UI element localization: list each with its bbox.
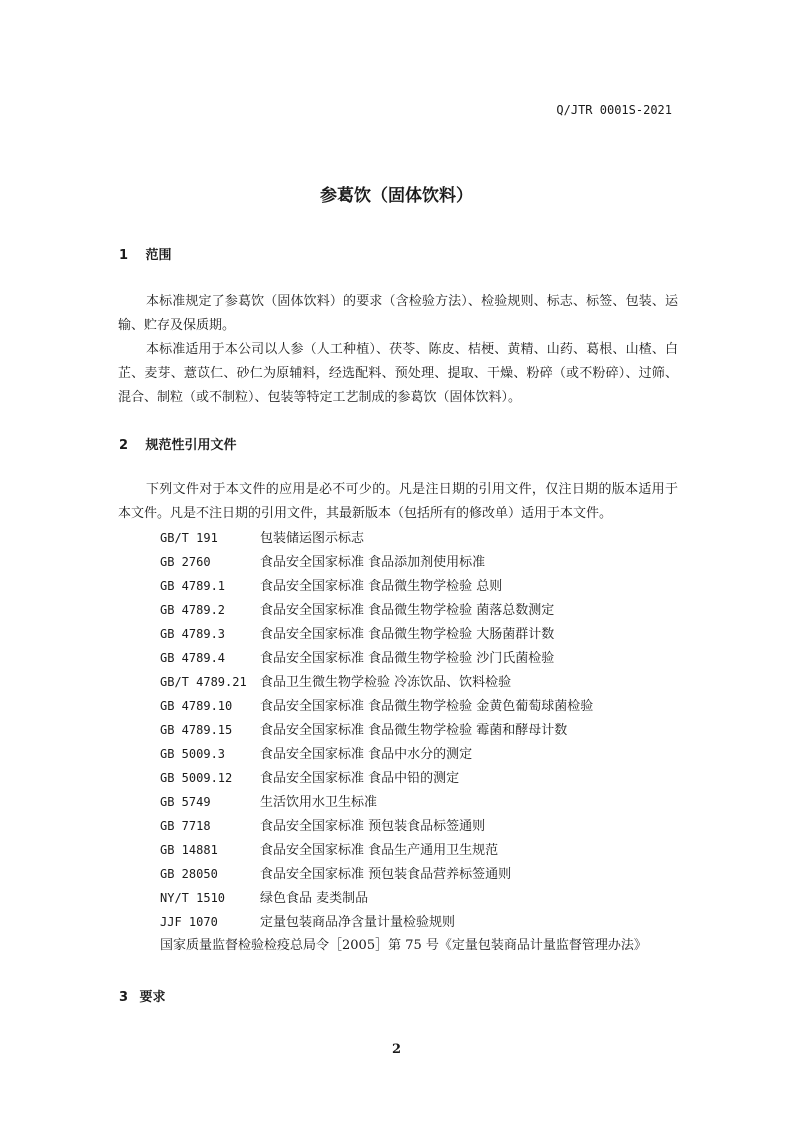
reference-item (160, 886, 593, 910)
reference-title: 食品安全国家标准 预包装食品标签通则 (260, 819, 486, 834)
reference-item (160, 646, 593, 670)
reference-item (160, 814, 593, 838)
reference-item (160, 790, 593, 814)
reference-code: GB 28050 (160, 867, 218, 881)
section-number: 2 (119, 438, 129, 453)
reference-title: 食品安全国家标准 食品微生物学检验 菌落总数测定 (260, 603, 555, 618)
reference-title: 定量包装商品净含量计量检验规则 (260, 915, 456, 930)
reference-code: GB/T 191 (160, 531, 218, 545)
reference-title: 食品安全国家标准 食品微生物学检验 沙门氏菌检验 (260, 651, 555, 666)
section-number: 3 (119, 990, 129, 1005)
reference-code: GB 4789.2 (160, 603, 226, 617)
reference-item (160, 742, 593, 766)
section-3-heading (119, 986, 166, 1005)
reference-item (160, 694, 593, 718)
reference-code: GB 4789.4 (160, 651, 226, 665)
reference-item (160, 574, 593, 598)
reference-code: JJF 1070 (160, 915, 218, 929)
reference-title: 食品安全国家标准 食品微生物学检验 总则 (260, 579, 503, 594)
reference-item (160, 670, 593, 694)
reference-code: GB 4789.1 (160, 579, 226, 593)
reference-code: GB 4789.15 (160, 723, 233, 737)
section-title: 范围 (145, 248, 172, 263)
reference-title: 食品安全国家标准 预包装食品营养标签通则 (260, 867, 512, 882)
reference-title: 食品安全国家标准 食品微生物学检验 金黄色葡萄球菌检验 (260, 699, 594, 714)
reference-item (160, 862, 593, 886)
reference-item (160, 766, 593, 790)
page-number: 2 (391, 1042, 402, 1057)
reference-code: GB 5009.12 (160, 771, 233, 785)
scope-paragraph-2: 本标准适用于本公司以人参（人工种植）、茯苓、陈皮、桔梗、黄精、山药、葛根、山楂、白芷、麦芽、薏苡仁、砂仁为原辅料，经选配料、预处理、提取、干燥、粉碎（或不粉碎）、过筛、混合、制粒（或不制粒）、包装等特定工艺制成的参葛饮（固体饮料）。 (118, 342, 678, 405)
references-intro: 下列文件对于本文件的应用是必不可少的。凡是注日期的引用文件，仅注日期的版本适用于本文件。凡是不注日期的引用文件，其最新版本（包括所有的修改单）适用于本文件。 (118, 482, 678, 521)
reference-code: GB 2760 (160, 555, 211, 569)
reference-title: 食品安全国家标准 食品生产通用卫生规范 (260, 843, 499, 858)
reference-code: GB/T 4789.21 (160, 675, 247, 689)
reference-item (160, 910, 593, 934)
reference-item (160, 718, 593, 742)
reference-title: 食品安全国家标准 食品中铅的测定 (260, 771, 460, 786)
reference-title: 食品安全国家标准 食品微生物学检验 霉菌和酵母计数 (260, 723, 568, 738)
reference-title: 食品卫生微生物学检验 冷冻饮品、饮料检验 (260, 675, 512, 690)
section-title: 要求 (139, 990, 166, 1005)
reference-code: NY/T 1510 (160, 891, 226, 905)
reference-title: 食品安全国家标准 食品微生物学检验 大肠菌群计数 (260, 627, 555, 642)
reference-code: GB 5749 (160, 795, 211, 809)
reference-list (160, 526, 593, 934)
section-title: 规范性引用文件 (145, 438, 237, 453)
reference-code: GB 4789.10 (160, 699, 233, 713)
reference-item (160, 622, 593, 646)
section-2-heading (119, 434, 237, 453)
reference-code: GB 7718 (160, 819, 211, 833)
document-title: 参葛饮（固体饮料） (320, 186, 473, 206)
scope-paragraph-1: 本标准规定了参葛饮（固体饮料）的要求（含检验方法）、检验规则、标志、标签、包装、运输、贮存及保质期。 (118, 294, 678, 333)
regulation-reference: 国家质量监督检验检疫总局令［2005］第 75 号《定量包装商品计量监督管理办法》 (160, 938, 647, 953)
reference-title: 生活饮用水卫生标准 (260, 795, 378, 810)
reference-item (160, 838, 593, 862)
reference-code: GB 14881 (160, 843, 218, 857)
reference-item (160, 526, 593, 550)
reference-code: GB 4789.3 (160, 627, 226, 641)
section-number: 1 (119, 248, 129, 263)
reference-title: 包装储运图示标志 (260, 531, 365, 546)
reference-title: 食品安全国家标准 食品中水分的测定 (260, 747, 473, 762)
reference-item (160, 550, 593, 574)
document-code: Q/JTR 0001S-2021 (556, 103, 672, 117)
reference-code: GB 5009.3 (160, 747, 226, 761)
reference-title: 绿色食品 麦类制品 (260, 891, 369, 906)
reference-item (160, 598, 593, 622)
reference-title: 食品安全国家标准 食品添加剂使用标准 (260, 555, 486, 570)
section-1-heading (119, 244, 172, 263)
